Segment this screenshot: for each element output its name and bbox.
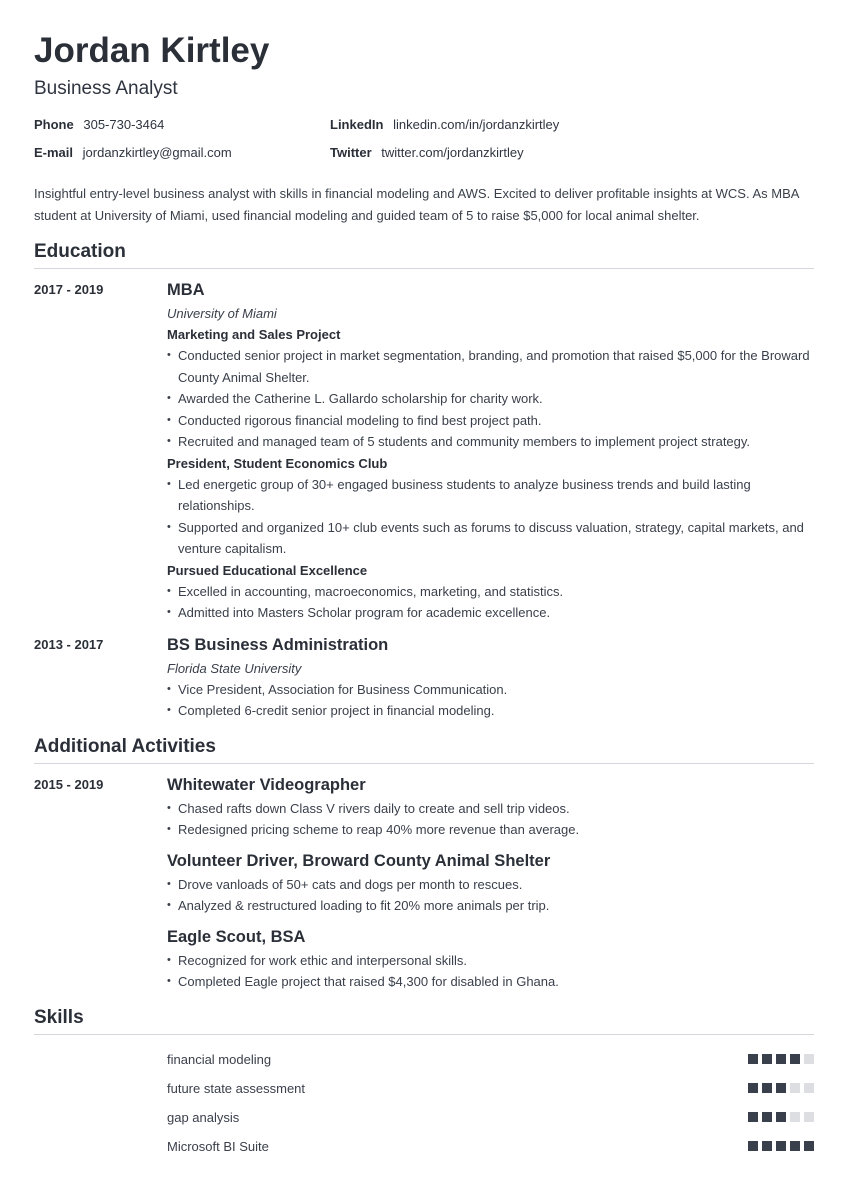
subheading: Marketing and Sales Project [167, 327, 341, 342]
skill-dot-filled [776, 1141, 786, 1151]
skill-dot-empty [804, 1112, 814, 1122]
skill-dot-filled [748, 1141, 758, 1151]
list-item: • Drove vanloads of 50+ cats and dogs per month to rescues. [167, 874, 814, 896]
contact-info [34, 117, 814, 161]
list-item: • Vice President, Association for Business Communication. [167, 679, 814, 701]
skill-dot-filled [776, 1112, 786, 1122]
skill-dot-empty [790, 1083, 800, 1093]
activity-item [167, 850, 814, 917]
entry-date: 2013 - 2017 [34, 636, 104, 652]
list-item: • Awarded the Catherine L. Gallardo scholarship for charity work. [167, 388, 814, 410]
skill-dot-filled [762, 1083, 772, 1093]
list-item: • Admitted into Masters Scholar program for academic excellence. [167, 602, 814, 624]
entry-body [167, 774, 814, 993]
bullet-list [167, 950, 814, 993]
skills-section-title: Skills [34, 1007, 814, 1035]
education-entry-mba [34, 279, 814, 624]
school-name: Florida State University [167, 660, 302, 676]
candidate-name: Jordan Kirtley [34, 31, 270, 70]
list-item: • Completed 6-credit senior project in financial modeling. [167, 700, 814, 722]
list-item: • Supported and organized 10+ club events such as forums to discuss valuation, strategy, capital markets, and venture capitalism. [167, 517, 814, 560]
skill-name: Microsoft BI Suite [167, 1138, 269, 1154]
bullet-list [167, 345, 814, 453]
skill-dot-filled [762, 1112, 772, 1122]
skill-level-meter [748, 1054, 814, 1064]
degree-title: MBA [167, 281, 205, 299]
skill-level-meter [748, 1112, 814, 1122]
list-item: • Chased rafts down Class V rivers daily to create and sell trip videos. [167, 798, 814, 820]
list-item: • Excelled in accounting, macroeconomics, marketing, and statistics. [167, 581, 814, 603]
activity-title: Eagle Scout, BSA [167, 927, 306, 946]
list-item: • Led energetic group of 30+ engaged business students to analyze business trends and build lasting relationships. [167, 474, 814, 517]
list-item: • Analyzed & restructured loading to fit 20% more animals per trip. [167, 895, 814, 917]
subheading: Pursued Educational Excellence [167, 562, 368, 578]
subheading: President, Student Economics Club [167, 455, 388, 471]
skill-level-meter [748, 1083, 814, 1093]
skill-name: future state assessment [167, 1080, 306, 1096]
phone-label: Phone [34, 117, 74, 132]
skill-dot-empty [790, 1112, 800, 1122]
skill-dot-filled [804, 1141, 814, 1151]
skill-dot-filled [790, 1141, 800, 1151]
skill-row [167, 1132, 814, 1161]
activity-item [167, 926, 814, 993]
list-item: • Completed Eagle project that raised $4,300 for disabled in Ghana. [167, 971, 814, 993]
bullet-list [167, 474, 814, 560]
linkedin-value: linkedin.com/in/jordanzkirtley [393, 117, 560, 132]
education-entry-bs [34, 634, 814, 722]
entry-body [167, 279, 814, 624]
contact-linkedin [330, 117, 814, 133]
activity-title: Whitewater Videographer [167, 775, 366, 794]
skill-row [167, 1103, 814, 1132]
bullet-list [167, 798, 814, 841]
email-label: E-mail [34, 145, 74, 160]
list-item: • Conducted rigorous financial modeling to find best project path. [167, 410, 814, 432]
skill-dot-filled [748, 1054, 758, 1064]
contact-phone [34, 117, 330, 133]
skill-dot-filled [748, 1083, 758, 1093]
twitter-label: Twitter [330, 145, 372, 160]
entry-body [167, 634, 814, 722]
skill-dot-filled [762, 1054, 772, 1064]
activity-title: Volunteer Driver, Broward County Animal Shelter [167, 851, 551, 870]
bullet-list [167, 581, 814, 624]
skills-list [167, 1045, 814, 1161]
summary: Insightful entry-level business analyst with skills in financial modeling and AWS. Excited to deliver profitable insights at WCS. As MBA student at University of Miami, used financial modeling and guided team of 5 to raise $5,000 for local animal shelter. [34, 186, 799, 223]
phone-value: 305-730-3464 [83, 117, 165, 132]
skill-level-meter [748, 1141, 814, 1151]
contact-email [34, 145, 330, 161]
skill-dot-empty [804, 1083, 814, 1093]
skill-dot-filled [790, 1054, 800, 1064]
skill-row [167, 1074, 814, 1103]
activities-entry [34, 774, 814, 993]
skill-dot-filled [776, 1083, 786, 1093]
list-item: • Recognized for work ethic and interpersonal skills. [167, 950, 814, 972]
bullet-list [167, 874, 814, 917]
email-value: jordanzkirtley@gmail.com [82, 145, 232, 160]
skill-name: financial modeling [167, 1051, 272, 1067]
skill-dot-filled [762, 1141, 772, 1151]
skill-name: gap analysis [167, 1109, 240, 1125]
list-item: • Redesigned pricing scheme to reap 40% more revenue than average. [167, 819, 814, 841]
list-item: • Conducted senior project in market segmentation, branding, and promotion that raised $5,000 for the Broward County Animal Shelter. [167, 345, 814, 388]
list-item: • Recruited and managed team of 5 students and community members to implement project strategy. [167, 431, 814, 453]
activity-item [167, 774, 814, 841]
contact-twitter [330, 145, 814, 161]
skill-dot-filled [748, 1112, 758, 1122]
entry-date: 2017 - 2019 [34, 282, 104, 297]
candidate-title: Business Analyst [34, 78, 178, 99]
activities-section-title: Additional Activities [34, 736, 814, 764]
bullet-list [167, 679, 814, 722]
school-name: University of Miami [167, 306, 277, 321]
linkedin-label: LinkedIn [330, 117, 384, 132]
degree-title: BS Business Administration [167, 635, 389, 654]
education-section-title: Education [34, 241, 814, 269]
entry-date: 2015 - 2019 [34, 776, 104, 792]
skill-dot-empty [804, 1054, 814, 1064]
skill-dot-filled [776, 1054, 786, 1064]
twitter-value: twitter.com/jordanzkirtley [381, 145, 524, 160]
skill-row [167, 1045, 814, 1074]
